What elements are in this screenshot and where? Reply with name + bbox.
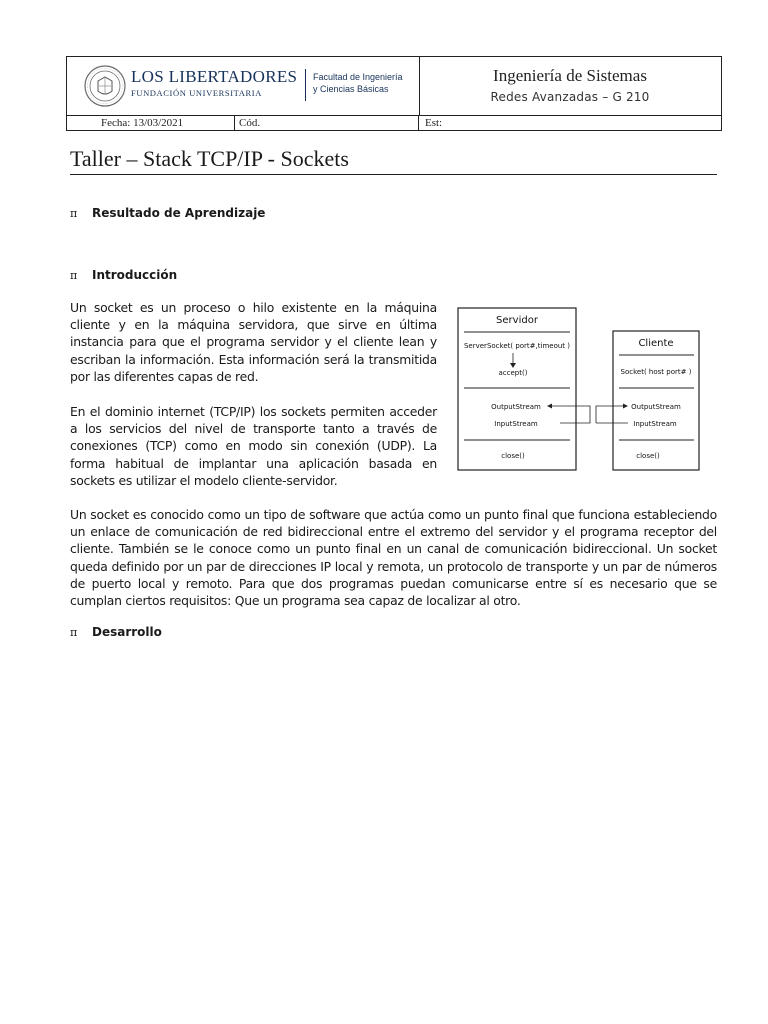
header-info-row — [67, 116, 721, 131]
section-resultado — [70, 206, 265, 220]
section-heading: Resultado de Aprendizaje — [92, 206, 266, 220]
header-top-row — [67, 57, 721, 116]
code-cell: Cód. — [235, 116, 419, 131]
section-heading: Introducción — [92, 268, 178, 282]
server-input-label: InputStream — [494, 420, 538, 428]
socket-diagram — [456, 306, 702, 474]
client-output-label: OutputStream — [631, 403, 681, 411]
server-output-label: OutputStream — [491, 403, 541, 411]
pi-bullet-icon: π — [70, 626, 78, 639]
program-title: Ingeniería de Sistemas — [493, 66, 647, 85]
pi-bullet-icon: π — [70, 207, 78, 220]
server-close-label: close() — [501, 452, 525, 460]
header-table — [66, 56, 722, 131]
brand-subtitle: FUNDACIÓN UNIVERSITARIA — [131, 88, 262, 98]
university-seal-icon — [84, 65, 126, 107]
output-to-input-connector — [552, 406, 590, 423]
course-label: Redes Avanzadas – G 210 — [490, 90, 650, 104]
program-cell — [419, 57, 721, 115]
logo-cell — [67, 57, 420, 115]
document-title: Taller – Stack TCP/IP - Sockets — [70, 146, 349, 171]
pi-bullet-icon: π — [70, 269, 78, 282]
section-desarrollo — [70, 625, 162, 639]
title-underline — [70, 174, 717, 175]
client-close-label: close() — [636, 452, 660, 460]
client-socket-label: Socket( host port# ) — [620, 368, 692, 376]
client-box — [613, 331, 699, 470]
faculty-line-1: Facultad de Ingeniería — [313, 72, 403, 82]
client-title: Cliente — [638, 338, 674, 349]
server-output-arrowhead-icon — [547, 404, 552, 409]
faculty-label — [313, 71, 413, 95]
section-heading: Desarrollo — [92, 625, 162, 639]
date-cell: Fecha: 13/03/2021 — [67, 116, 235, 131]
brand-name: LOS LIBERTADORES — [131, 67, 298, 86]
paragraph-internet-domain: En el dominio internet (TCP/IP) los sockets permiten acceder a los servicios del nivel de transporte tanto a través de conexiones (TCP) como en modo sin conexión (UDP). La forma habitual de implantar una aplicación basada en sockets es utilizar el modelo cliente-servidor. — [70, 404, 437, 488]
accept-label: accept() — [498, 369, 528, 377]
client-output-connector — [596, 406, 623, 423]
paragraph-socket-definition: Un socket es un proceso o hilo existente en la máquina cliente y en la máquina servidora, que sirve en última instancia para que el programa servidor y el cliente lean y escriban la información. Esta información será la transmitida por las diferentes capas de red. — [70, 300, 437, 384]
server-socket-label: ServerSocket( port#,timeout ) — [463, 342, 571, 350]
faculty-line-2: y Ciencias Básicas — [313, 84, 389, 94]
server-title: Servidor — [496, 315, 538, 326]
accept-arrowhead-icon — [510, 363, 516, 368]
section-introduccion — [70, 268, 177, 282]
client-input-label: InputStream — [633, 420, 677, 428]
student-cell: Est: — [425, 117, 443, 129]
paragraph-socket-software: Un socket es conocido como un tipo de software que actúa como un punto final que funciona estableciendo un enlace de comunicación de red bidireccional entre el extremo del servidor y el programa receptor del cliente. También se le conoce como un punto final en un canal de comunicación bidireccional. Un socket queda definido por un par de direcciones IP local y remota, un protocolo de transporte y un par de números de puerto local y remoto. Para que dos programas puedan comunicarse entre sí es necesario que se cumplan ciertos requisitos: Que un programa sea capaz de localizar al otro. — [70, 507, 717, 609]
brand-divider — [305, 69, 306, 101]
client-output-arrowhead-icon — [623, 404, 628, 409]
